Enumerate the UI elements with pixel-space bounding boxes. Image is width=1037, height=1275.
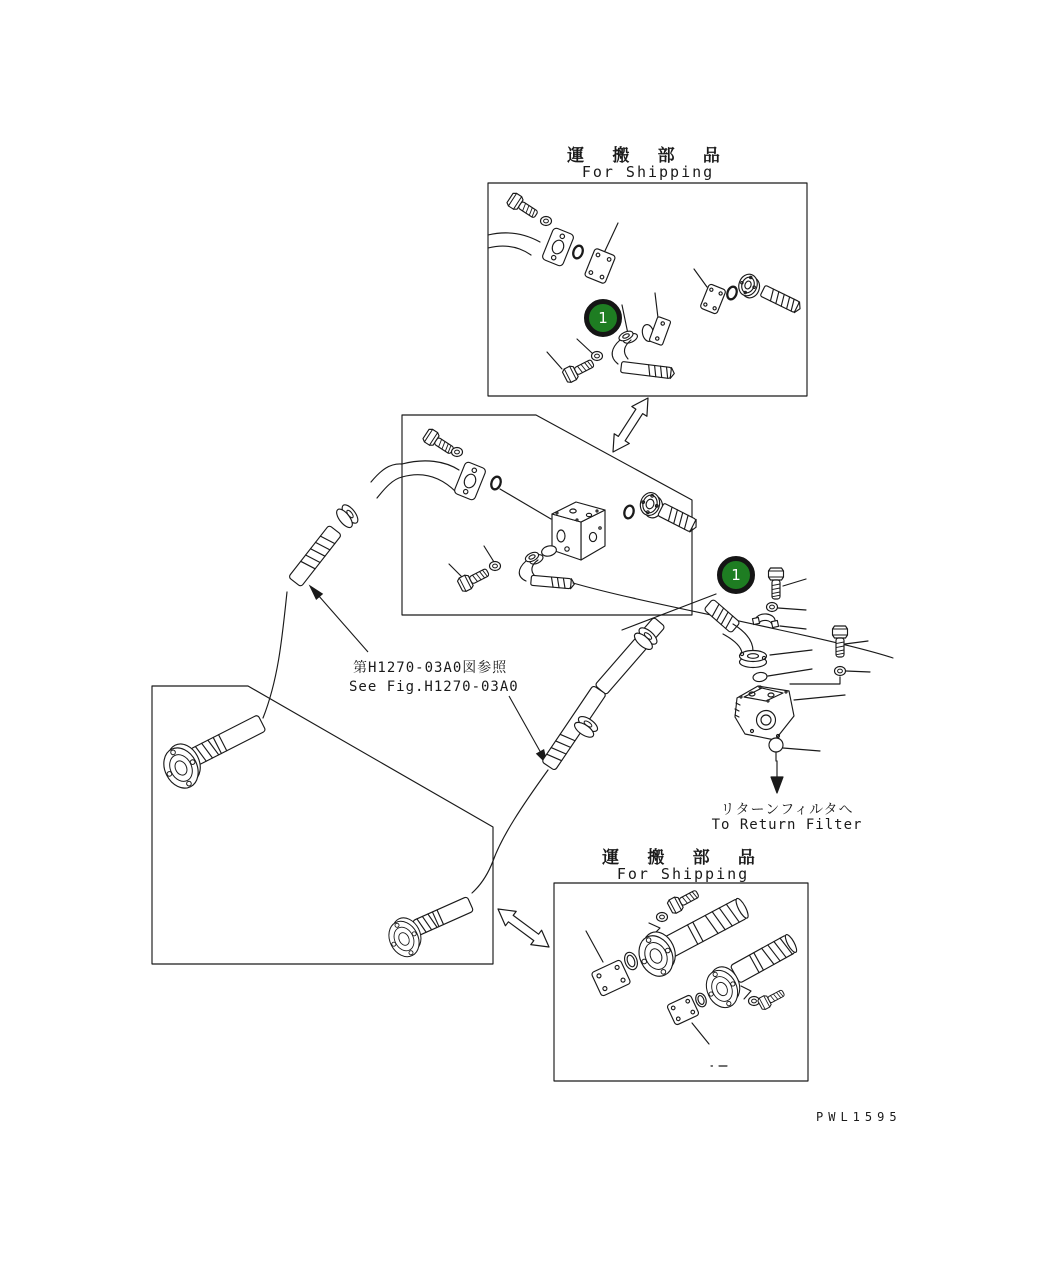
top-shipping-label-en: For Shipping	[581, 163, 715, 181]
washer	[490, 562, 501, 571]
plug	[769, 738, 783, 752]
pipe-clamp	[334, 502, 361, 530]
flange	[453, 461, 486, 501]
washer	[452, 448, 463, 457]
left-pipes-box	[152, 686, 493, 964]
bottom-shipping-label-en: For Shipping	[616, 865, 750, 883]
hose	[288, 525, 341, 587]
gasket	[752, 672, 767, 683]
see-fig-label-ja: 第H1270-03A0図参照	[353, 660, 508, 676]
bottom-shipping-label-ja: 運 搬 部 品	[602, 848, 764, 868]
washer	[541, 217, 552, 226]
hose	[760, 285, 803, 314]
bolt	[506, 192, 540, 221]
pipe-clamp-half	[752, 614, 778, 628]
hose	[412, 896, 473, 935]
bolt	[769, 568, 784, 599]
o-ring	[490, 475, 503, 490]
callout-1-top[interactable]: 1	[584, 299, 622, 337]
o-ring	[726, 285, 739, 300]
top-shipping-label-ja: 運 搬 部 品	[567, 146, 729, 166]
hose	[621, 361, 675, 378]
cover-plate	[649, 316, 671, 345]
leader-line	[694, 269, 707, 287]
leader-line	[622, 305, 628, 334]
bolt	[833, 626, 848, 657]
cover-plate	[700, 284, 726, 315]
step-line	[741, 986, 751, 999]
o-ring	[622, 950, 639, 971]
see-fig-label-en: See Fig.H1270-03A0	[349, 679, 519, 695]
bottom-shipping-box	[554, 883, 808, 1081]
leader-line	[500, 489, 551, 519]
washer	[767, 603, 778, 612]
return-filter-label-ja: リターンフィルタへ	[720, 802, 854, 818]
bolt	[757, 987, 786, 1011]
leader-line	[604, 223, 618, 253]
leader-line	[783, 748, 820, 751]
pipe	[402, 461, 459, 492]
cover-plate	[584, 248, 616, 284]
hose	[531, 575, 575, 589]
bolt	[666, 887, 700, 915]
cover-plate	[667, 995, 700, 1026]
valve-block	[552, 502, 605, 560]
leader-line	[692, 1023, 709, 1044]
flange	[740, 651, 767, 668]
middle-assembly-box	[402, 415, 893, 658]
elbow-pipe	[612, 340, 631, 364]
bolt	[457, 565, 491, 592]
washer	[657, 913, 668, 922]
elbow-bracket	[618, 328, 639, 346]
leader-line	[790, 677, 840, 684]
top-shipping-box	[488, 183, 807, 396]
washer	[592, 352, 603, 361]
leader-line	[655, 293, 658, 318]
hose	[730, 933, 798, 983]
flange	[541, 227, 574, 267]
bolt	[422, 428, 456, 457]
plate-code: PWL1595	[816, 1110, 902, 1124]
leader-line	[794, 695, 845, 700]
transfer-arrow	[498, 909, 549, 947]
return-filter-label-en: To Return Filter	[711, 817, 863, 833]
callout-1-right[interactable]: 1	[717, 556, 755, 594]
o-ring	[572, 244, 585, 259]
transfer-arrow	[613, 398, 648, 452]
o-ring	[623, 505, 635, 520]
callout-leader	[622, 594, 716, 630]
hose-line	[263, 592, 287, 718]
hose-line	[472, 770, 548, 893]
hose	[704, 599, 740, 633]
return-filter-assembly	[622, 568, 870, 793]
bolt	[562, 356, 596, 383]
filter-block	[735, 686, 794, 740]
leader-line	[586, 931, 603, 962]
flange	[735, 272, 763, 301]
washer	[835, 667, 846, 676]
o-ring	[694, 992, 708, 1009]
cover-plate	[591, 959, 631, 996]
hose	[190, 715, 266, 766]
hose	[658, 503, 700, 533]
return-filter-arrow	[771, 761, 783, 793]
